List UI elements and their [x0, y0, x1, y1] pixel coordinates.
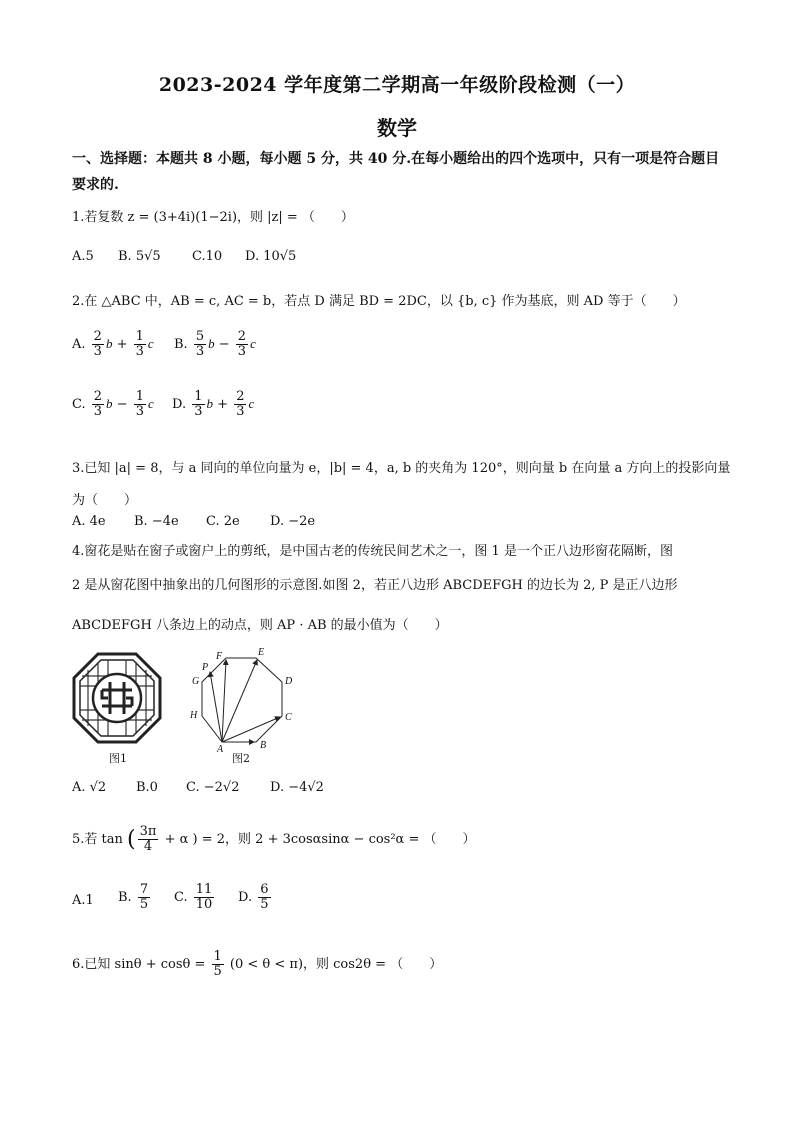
q2-option-b: B. $\frac{5}{3}$ b − $\frac{2}{3}$ c [174, 329, 256, 359]
question-6-stem: 6.已知 sinθ + cosθ = $\frac{1}{5}$ (0 < θ < π)，则 cos2θ = （ ） [72, 949, 443, 979]
fraction: $\frac{1}{3}$ [194, 389, 203, 419]
q1-option-d: D. 10√5 [245, 249, 297, 264]
question-4-stem-line1: 4.窗花是贴在窗子或窗户上的剪纸，是中国古老的传统民间艺术之一，图 1 是一个正八边形窗花隔断，图 [72, 544, 673, 559]
question-4-stem-line2: 2 是从窗花图中抽象出的几何图形的示意图.如图 2，若正八边形 ABCDEFGH 的边长为 2, P 是正八边形 [72, 578, 678, 593]
window-lattice-figure [72, 652, 162, 744]
q3-option-c: C. 2e [206, 514, 240, 529]
fraction: $\frac{1}{5}$ [213, 949, 222, 979]
section-heading: 一、选择题：本题共 8 小题，每小题 5 分，共 40 分.在每小题给出的四个选项中，只有一项是符合题目要求的. [72, 151, 720, 193]
q3-option-b: B. −4e [134, 514, 179, 529]
fraction: $\frac{2}{3}$ [93, 389, 103, 419]
q3-option-a: A. 4e [72, 514, 106, 529]
q4-option-a: A. √2 [72, 780, 107, 795]
vertex-label-d: D [285, 676, 293, 687]
q2-option-c: C. $\frac{2}{3}$ b − $\frac{1}{3}$ c [72, 389, 154, 419]
question-2-stem: 2.在 △ABC 中，AB = c, AC = b，若点 D 满足 BD = 2DC，以 {b, c} 作为基底，则 AD 等于（ ） [72, 294, 686, 309]
vertex-label-c: C [285, 712, 292, 723]
vertex-label-a: A [217, 744, 224, 754]
vertex-label-g: G [192, 676, 200, 687]
vertex-label-f: F [216, 651, 223, 662]
q4-option-d: D. −4√2 [270, 780, 324, 795]
vertex-label-e: E [258, 647, 265, 658]
figure-1-caption: 图1 [109, 752, 127, 765]
q2-option-a: A. $\frac{2}{3}$ b + $\frac{1}{3}$ c [72, 329, 154, 359]
q1-option-b: B. 5√5 [118, 249, 161, 264]
figure-2-caption: 图2 [232, 752, 250, 765]
question-1-stem: 1.若复数 z = (3+4i)(1−2i)，则 |z| = （ ） [72, 210, 354, 225]
question-5-stem: 5.若 tan ( $\frac{3\pi}{4}$ + α ) = 2，则 2 + 3cosαsinα − cos²α = （ ） [72, 824, 476, 854]
fraction: $\frac{5}{3}$ [195, 329, 205, 359]
fraction: $\frac{3\pi}{4}$ [139, 824, 157, 854]
q5-option-c: C. $\frac{11}{10}$ [174, 882, 213, 912]
question-3-stem-line2: 为（ ） [72, 493, 138, 508]
fraction: $\frac{7}{5}$ [139, 882, 149, 912]
page-title: 2023-2024 学年度第二学期高一年级阶段检测（一） [158, 74, 636, 96]
vertex-label-p: P [202, 662, 209, 673]
q5-option-d: D. $\frac{6}{5}$ [238, 882, 269, 912]
q1-option-c: C.10 [192, 249, 223, 264]
question-4-stem-line3: ABCDEFGH 八条边上的动点，则 AP · AB 的最小值为（ ） [72, 618, 448, 633]
q5-option-b: B. $\frac{7}{5}$ [118, 882, 149, 912]
vertex-label-h: H [190, 710, 198, 721]
q3-option-d: D. −2e [270, 514, 316, 529]
fraction: $\frac{2}{3}$ [236, 389, 245, 419]
q2-option-d: D. $\frac{1}{3}$ b + $\frac{2}{3}$ c [172, 389, 255, 419]
fraction: $\frac{2}{3}$ [237, 329, 247, 359]
octagon-diagram [184, 644, 304, 754]
q5-option-a: A.1 [72, 893, 94, 908]
fraction: $\frac{2}{3}$ [93, 329, 102, 359]
q4-option-b: B.0 [136, 780, 158, 795]
question-3-stem-line1: 3.已知 |a| = 8，与 a 同向的单位向量为 e，|b| = 4，a, b 的夹角为 120°，则向量 b 在向量 a 方向上的投影向量 [72, 461, 731, 476]
fraction: $\frac{1}{3}$ [135, 329, 144, 359]
fraction: $\frac{1}{3}$ [135, 389, 145, 419]
vertex-label-b: B [260, 740, 267, 751]
q1-option-a: A.5 [72, 249, 94, 264]
q4-option-c: C. −2√2 [186, 780, 240, 795]
subject-title: 数学 [377, 116, 417, 140]
fraction: $\frac{6}{5}$ [260, 882, 269, 912]
fraction: $\frac{11}{10}$ [195, 882, 213, 912]
